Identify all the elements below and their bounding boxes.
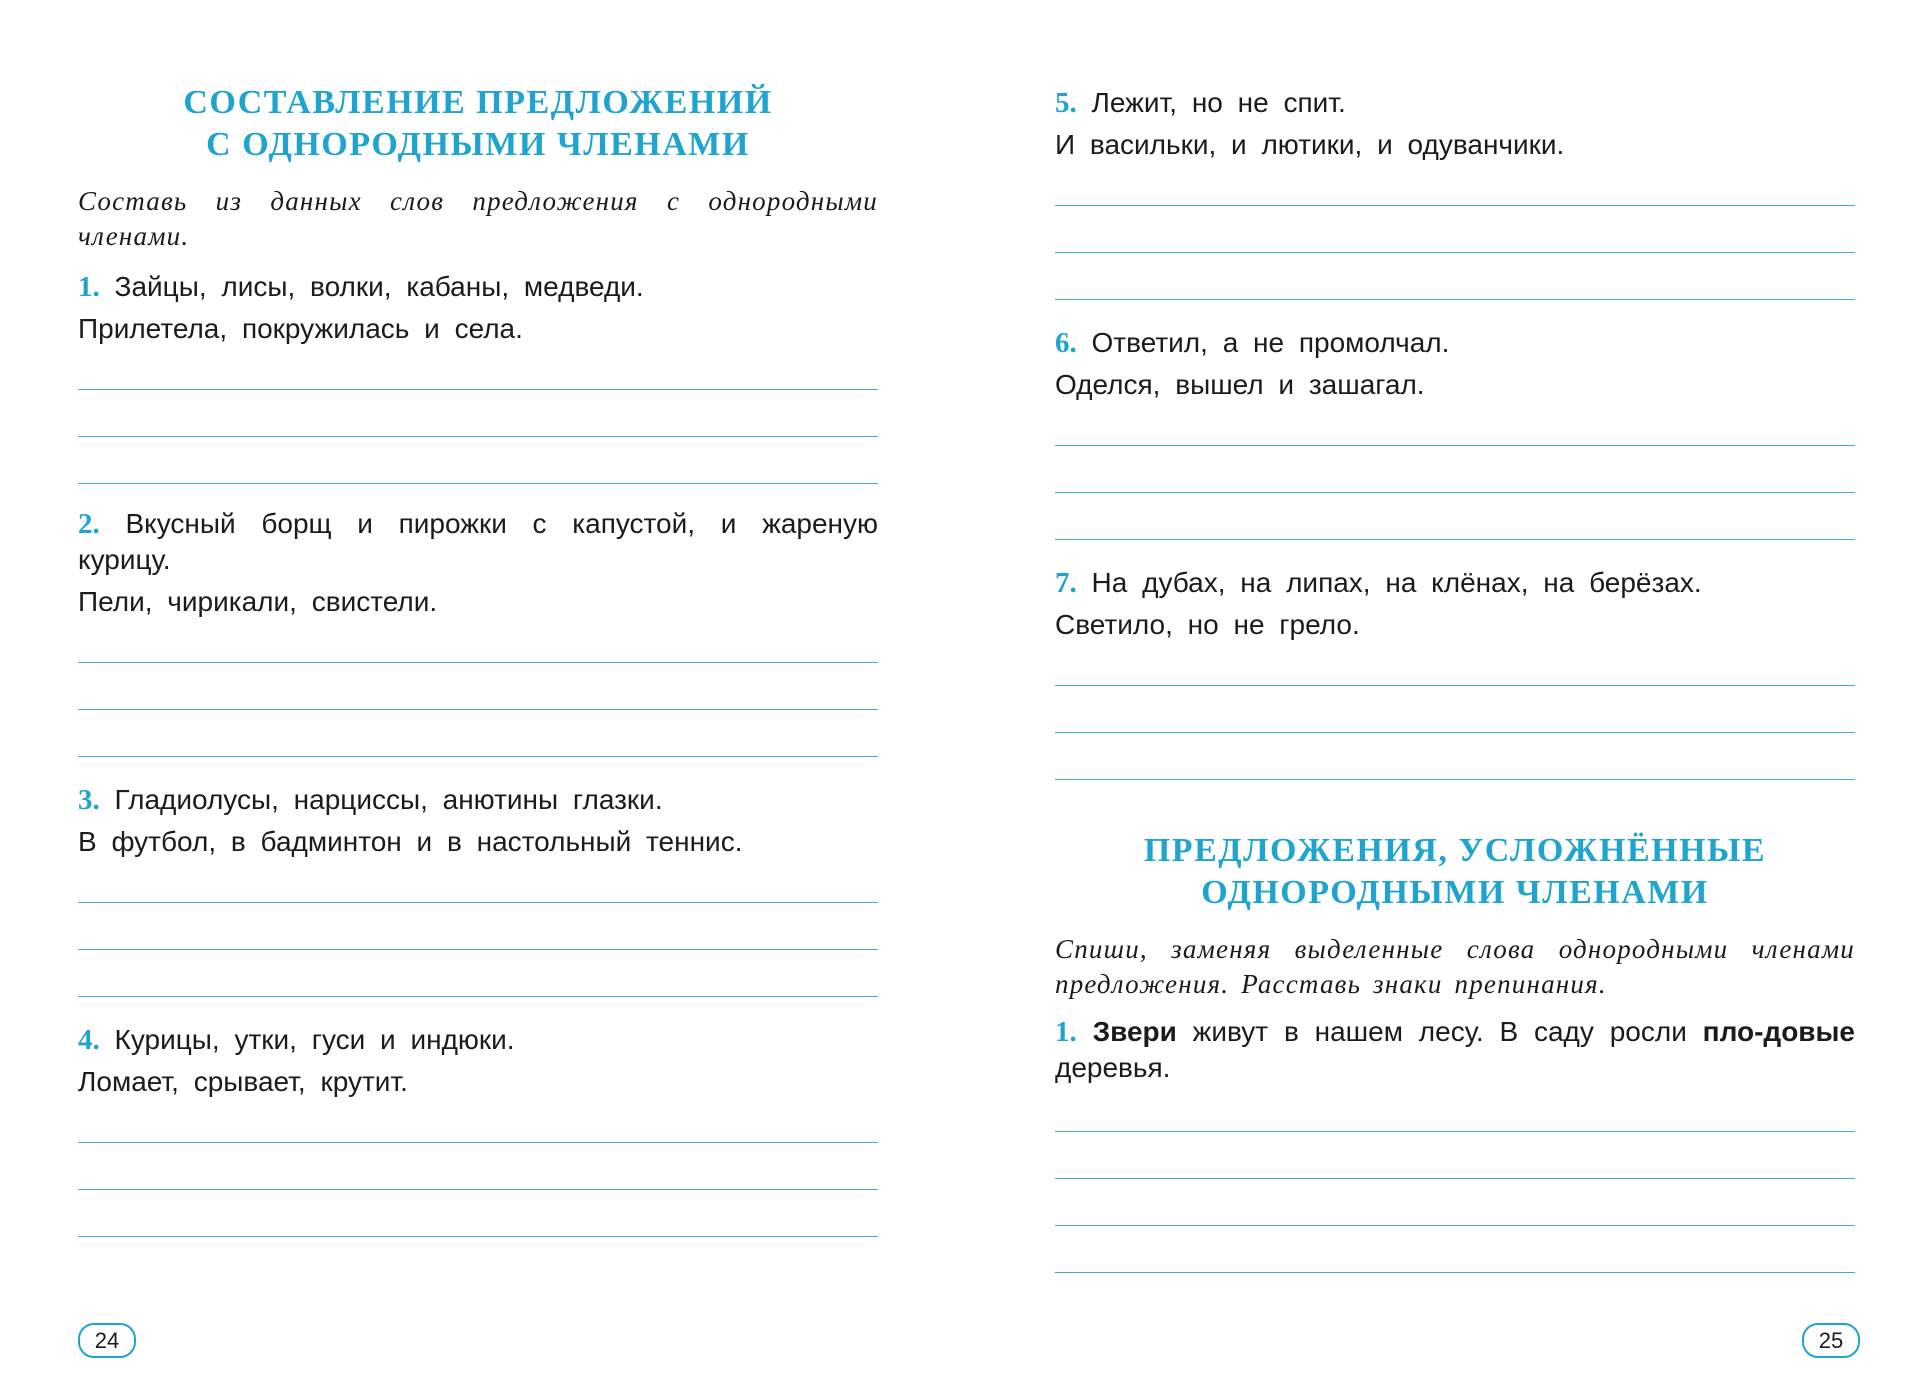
- exercise-5: [1055, 82, 1855, 300]
- answer-line[interactable]: [1055, 1085, 1855, 1132]
- answer-line[interactable]: [1055, 1132, 1855, 1179]
- section-title: [1055, 830, 1855, 914]
- exercise-line: Ломает, срывает, крутит.: [78, 1066, 408, 1097]
- answer-line[interactable]: [1055, 253, 1855, 300]
- instruction: Спиши, заменяя выделенные слова однородными членами предложения. Расставь знаки препинания.: [1055, 934, 1855, 999]
- right-page: [1055, 0, 1855, 1388]
- page-number-right: 25: [1802, 1323, 1860, 1358]
- exercise-line: Светило, но не грело.: [1055, 609, 1360, 640]
- answer-line[interactable]: [78, 1096, 878, 1143]
- title-line-1: СОСТАВЛЕНИЕ ПРЕДЛОЖЕНИЙ: [183, 84, 773, 121]
- answer-line[interactable]: [78, 390, 878, 437]
- page-title: [78, 82, 878, 166]
- exercise-line: 5. Лежит, но не спит.: [1055, 87, 1346, 119]
- answer-line[interactable]: [1055, 159, 1855, 206]
- exercise-number: 3.: [78, 784, 100, 816]
- answer-line[interactable]: [78, 343, 878, 390]
- answer-line[interactable]: [78, 710, 878, 757]
- answer-line[interactable]: [1055, 686, 1855, 733]
- title-line-2: ОДНОРОДНЫМИ ЧЛЕНАМИ: [1201, 874, 1709, 911]
- answer-line[interactable]: [1055, 639, 1855, 686]
- answer-lines: [78, 616, 878, 757]
- exercise-number: 1.: [78, 271, 100, 303]
- page-number-left: 24: [78, 1323, 136, 1358]
- answer-line[interactable]: [1055, 733, 1855, 780]
- exercise-line: Прилетела, покружилась и села.: [78, 313, 523, 344]
- answer-lines: [78, 343, 878, 484]
- exercise-3: [78, 779, 878, 997]
- highlighted-word: пло-довые: [1702, 1016, 1856, 1047]
- exercise-line: 1. Зайцы, лисы, волки, кабаны, медведи.: [78, 271, 644, 303]
- exercise-line: В футбол, в бадминтон и в настольный теннис.: [78, 826, 743, 857]
- answer-lines: [78, 1096, 878, 1237]
- answer-line[interactable]: [1055, 206, 1855, 253]
- exercise-number: 6.: [1055, 327, 1077, 359]
- answer-lines: [78, 856, 878, 997]
- exercise-number: 5.: [1055, 87, 1077, 119]
- answer-line[interactable]: [78, 437, 878, 484]
- answer-lines: [1055, 399, 1855, 540]
- answer-line[interactable]: [78, 1190, 878, 1237]
- highlighted-word: Звери: [1092, 1016, 1177, 1047]
- exercise-line: 2. Вкусный борщ и пирожки с капустой, и жареную курицу.: [78, 508, 879, 575]
- exercise-line: 7. На дубах, на липах, на клёнах, на берёзах.: [1055, 567, 1702, 599]
- exercise-line: 4. Курицы, утки, гуси и индюки.: [78, 1024, 515, 1056]
- exercise-7: [1055, 562, 1855, 780]
- answer-line[interactable]: [1055, 493, 1855, 540]
- answer-lines: [1055, 159, 1855, 300]
- answer-line[interactable]: [78, 903, 878, 950]
- answer-lines: [1055, 1085, 1855, 1273]
- exercise-s2-1: [1055, 1014, 1855, 1273]
- exercise-line: 3. Гладиолусы, нарциссы, анютины глазки.: [78, 784, 663, 816]
- exercise-number: 7.: [1055, 567, 1077, 599]
- title-line-1: ПРЕДЛОЖЕНИЯ, УСЛОЖНЁННЫЕ: [1143, 832, 1767, 869]
- title-line-2: С ОДНОРОДНЫМИ ЧЛЕНАМИ: [206, 126, 750, 163]
- answer-line[interactable]: [1055, 446, 1855, 493]
- answer-line[interactable]: [78, 950, 878, 997]
- exercise-line: И васильки, и лютики, и одуванчики.: [1055, 129, 1565, 160]
- answer-line[interactable]: [1055, 1179, 1855, 1226]
- answer-line[interactable]: [78, 616, 878, 663]
- exercise-line: Оделся, вышел и зашагал.: [1055, 369, 1425, 400]
- answer-line[interactable]: [78, 663, 878, 710]
- answer-line[interactable]: [1055, 399, 1855, 446]
- answer-line[interactable]: [78, 1143, 878, 1190]
- exercise-number: 2.: [78, 508, 100, 540]
- left-page: [78, 0, 878, 1388]
- exercise-line: 6. Ответил, а не промолчал.: [1055, 327, 1450, 359]
- answer-line[interactable]: [78, 856, 878, 903]
- exercise-2: [78, 506, 878, 757]
- answer-lines: [1055, 639, 1855, 780]
- exercise-6: [1055, 322, 1855, 540]
- instruction: Составь из данных слов предложения с однородными членами.: [78, 186, 878, 251]
- exercise-number: 4.: [78, 1024, 100, 1056]
- exercise-number: 1.: [1055, 1016, 1077, 1048]
- exercise-line: 1. Звери живут в нашем лесу. В саду росли пло-довые деревья.: [1055, 1016, 1856, 1083]
- exercise-line: Пели, чирикали, свистели.: [78, 586, 438, 617]
- answer-line[interactable]: [1055, 1226, 1855, 1273]
- exercise-4: [78, 1019, 878, 1237]
- exercise-1: [78, 266, 878, 484]
